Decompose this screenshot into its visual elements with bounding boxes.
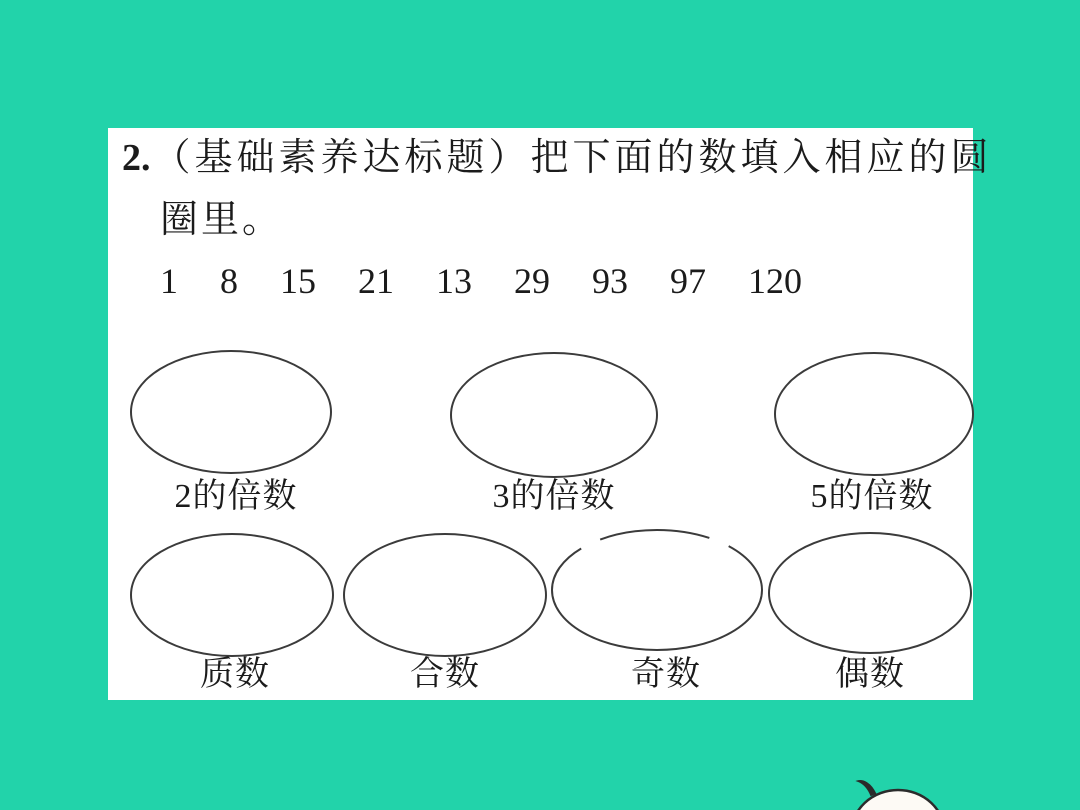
number-item: 97	[670, 261, 706, 301]
number-item: 15	[280, 261, 316, 301]
circle-label-multiples-of-5: 5的倍数	[810, 478, 934, 515]
number-item: 29	[514, 261, 550, 301]
problem-number: 2.	[122, 137, 151, 179]
number-item: 21	[358, 261, 394, 301]
circle-even	[768, 532, 972, 654]
circle-multiples-of-5	[774, 352, 974, 476]
circle-label-prime: 质数	[200, 656, 270, 693]
number-item: 120	[748, 261, 802, 301]
circle-multiples-of-2	[130, 350, 332, 474]
worksheet-card	[108, 128, 993, 700]
problem-instruction: 把下面的数填入相应的圆	[530, 137, 993, 179]
number-item: 13	[436, 261, 472, 301]
number-item: 8	[220, 261, 238, 301]
circle-odd	[550, 528, 764, 652]
problem-instruction-wrap: 圈里。	[160, 199, 284, 241]
circle-multiples-of-3	[450, 352, 658, 478]
cartoon-head-peeking-icon	[838, 776, 968, 810]
circle-composite	[343, 533, 547, 657]
problem-title	[122, 136, 993, 180]
circle-label-composite: 合数	[410, 656, 480, 693]
problem-tag: （基础素养达标题）	[152, 137, 531, 179]
circle-label-multiples-of-3: 3的倍数	[492, 478, 616, 515]
circle-prime	[130, 533, 334, 657]
circle-label-multiples-of-2: 2的倍数	[174, 478, 298, 515]
circle-label-odd: 奇数	[631, 656, 701, 693]
number-item: 1	[160, 261, 178, 301]
numbers-row	[160, 261, 802, 301]
number-item: 93	[592, 261, 628, 301]
circle-label-even: 偶数	[835, 656, 905, 693]
